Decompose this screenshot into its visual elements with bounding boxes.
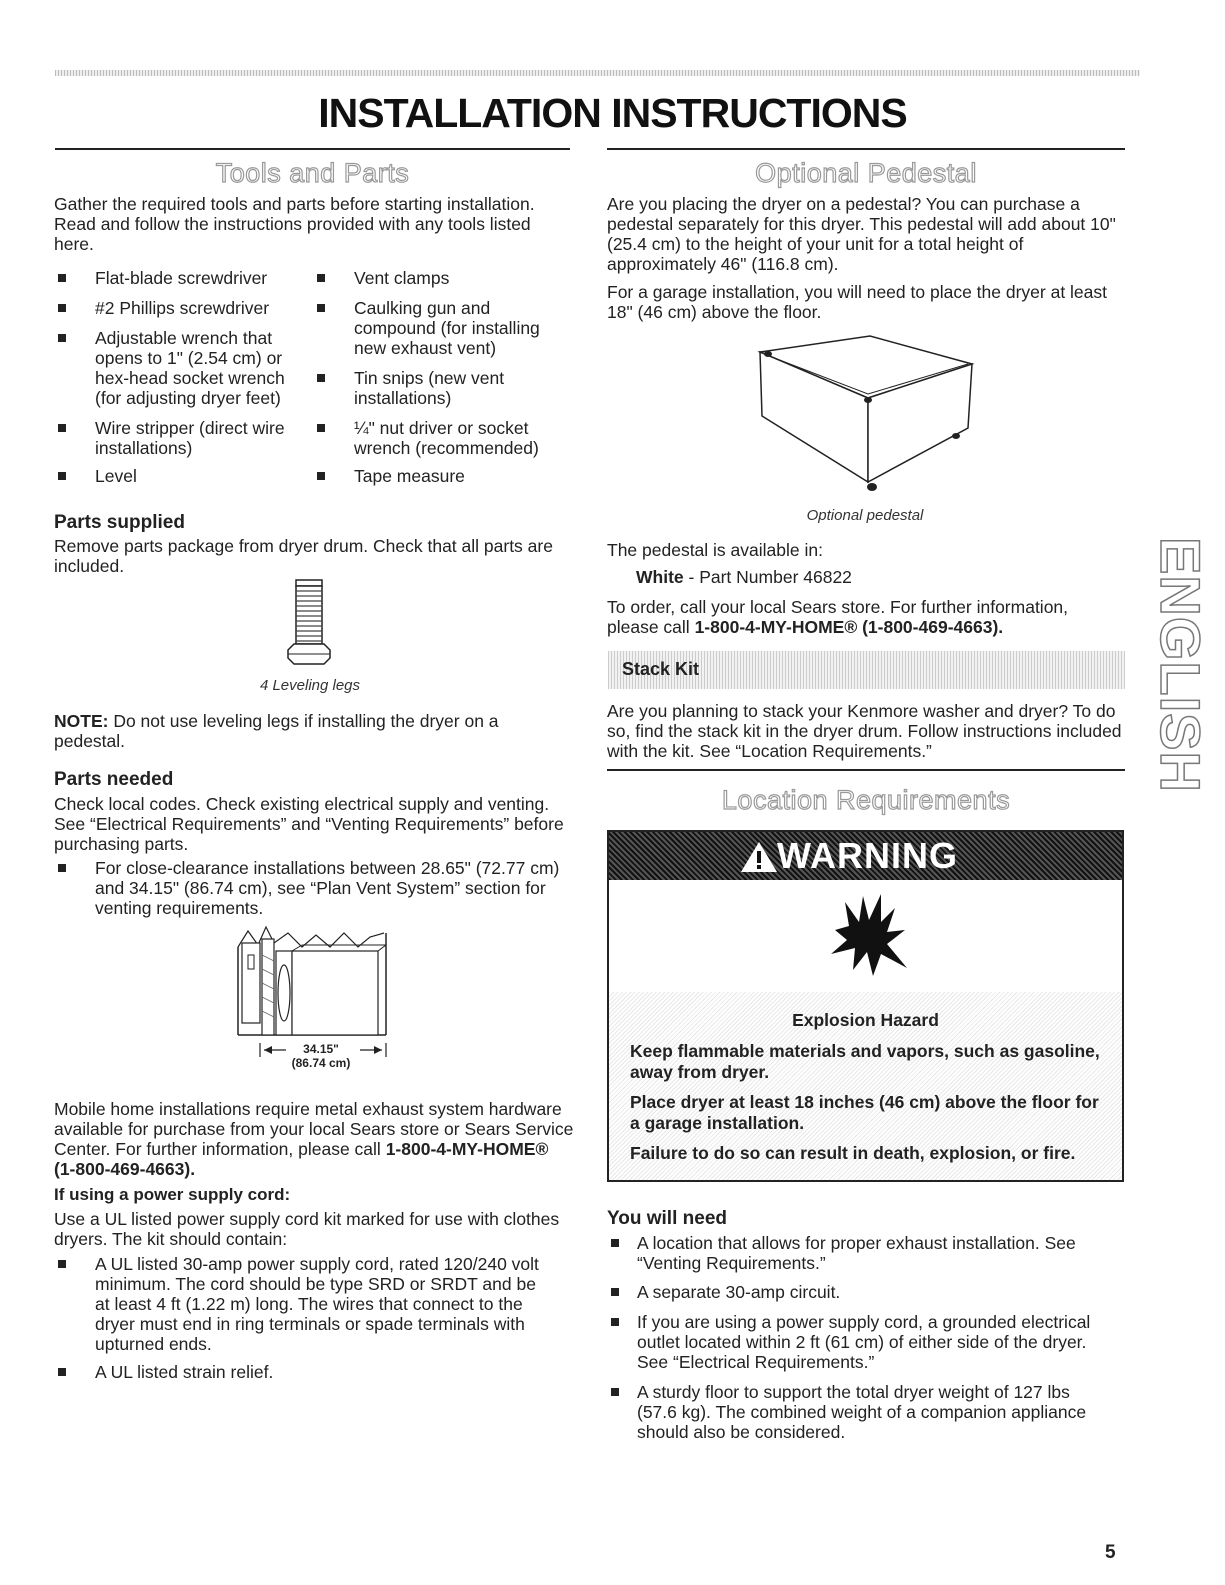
power-cord-heading: If using a power supply cord: [54, 1185, 291, 1204]
order-text: To order, call your local Sears store. For further information, please call 1-800-4-MY-HOME® (1-800-469-4663). [607, 597, 1069, 637]
stack-kit-text: Are you planning to stack your Kenmore washer and dryer? To do so, find the stack kit in the dryer drum. Follow instructions included with the kit. See “Location Requirements.” [607, 701, 1122, 761]
parts-supplied-heading: Parts supplied [54, 512, 185, 533]
warning-label: WARNING [777, 835, 958, 876]
stack-kit-heading: Stack Kit [622, 659, 700, 679]
available-text: The pedestal is available in: [607, 540, 823, 560]
top-rule [55, 70, 1140, 76]
pedestal-image [750, 330, 980, 495]
order-phone: 1-800-4-MY-HOME® (1-800-469-4663). [694, 617, 1004, 637]
warning-header [609, 832, 1122, 880]
language-tab-label: ENGLISH [1149, 537, 1213, 793]
warning-image-area [609, 880, 1122, 990]
tools-heading: Tools and Parts [215, 158, 410, 188]
dimension-cm: (86.74 cm) [291, 1056, 351, 1070]
hazard-title: Explosion Hazard [792, 1010, 939, 1030]
parts-needed-heading: Parts needed [54, 769, 174, 790]
column-rule [607, 148, 1125, 150]
page-title: INSTALLATION INSTRUCTIONS [318, 90, 907, 136]
warning-line: Keep flammable materials and vapors, such as gasoline, away from dryer. [630, 1041, 1100, 1082]
mobile-home-text: Mobile home installations require metal exhaust system hardware available for purchase from your local Sears store or Sears Service Center. For further information, please call 1-800-4-MY-HOME® (1-800-469-4663). [54, 1099, 574, 1179]
white-part: White - Part Number 46822 [636, 567, 852, 587]
pedestal-caption: Optional pedestal [806, 507, 924, 524]
tools-intro: Gather the required tools and parts before starting installation. Read and follow the instructions provided with any tools listed here. [54, 194, 535, 254]
explosion-icon [823, 890, 913, 982]
location-heading: Location Requirements [721, 785, 1011, 815]
note-label: NOTE: [54, 711, 109, 731]
language-tab [1149, 537, 1213, 793]
warning-triangle-icon [739, 840, 779, 874]
pedestal-heading: Optional Pedestal [755, 158, 977, 188]
warning-line: Failure to do so can result in death, explosion, or fire. [630, 1143, 1076, 1163]
page-number: 5 [1105, 1542, 1116, 1563]
note [54, 711, 574, 751]
pedestal-text: Are you placing the dryer on a pedestal? You can purchase a pedestal separately for this dryer. This pedestal will add about 10" (25.4 cm) to the height of your unit for a total height of approximately 46" (116.8 cm). [607, 194, 1116, 274]
mobile-phone: 1-800-4-MY-HOME® (1-800-469-4663). [54, 1139, 549, 1179]
note-text: Do not use leveling legs if installing the dryer on a pedestal. [54, 711, 499, 751]
column-rule [55, 148, 570, 150]
parts-needed-text: Check local codes. Check existing electrical supply and venting. See “Electrical Requirements” and “Venting Requirements” before purchasing parts. [54, 794, 564, 854]
dimension-inches: 34.15" [303, 1042, 339, 1056]
leveling-caption: 4 Leveling legs [259, 677, 361, 694]
you-will-need-heading: You will need [607, 1208, 727, 1229]
pedestal-garage-text: For a garage installation, you will need to place the dryer at least 18" (46 cm) above the floor. [607, 282, 1108, 322]
warning-line: Place dryer at least 18 inches (46 cm) above the floor for a garage installation. [630, 1092, 1099, 1133]
leveling-leg-image [284, 578, 336, 670]
parts-supplied-text: Remove parts package from dryer drum. Check that all parts are included. [54, 536, 553, 576]
white-label: White [636, 567, 684, 587]
power-cord-text: Use a UL listed power supply cord kit marked for use with clothes dryers. The kit should contain: [54, 1209, 560, 1249]
dimension-label [290, 1042, 352, 1070]
column-rule [607, 769, 1125, 771]
